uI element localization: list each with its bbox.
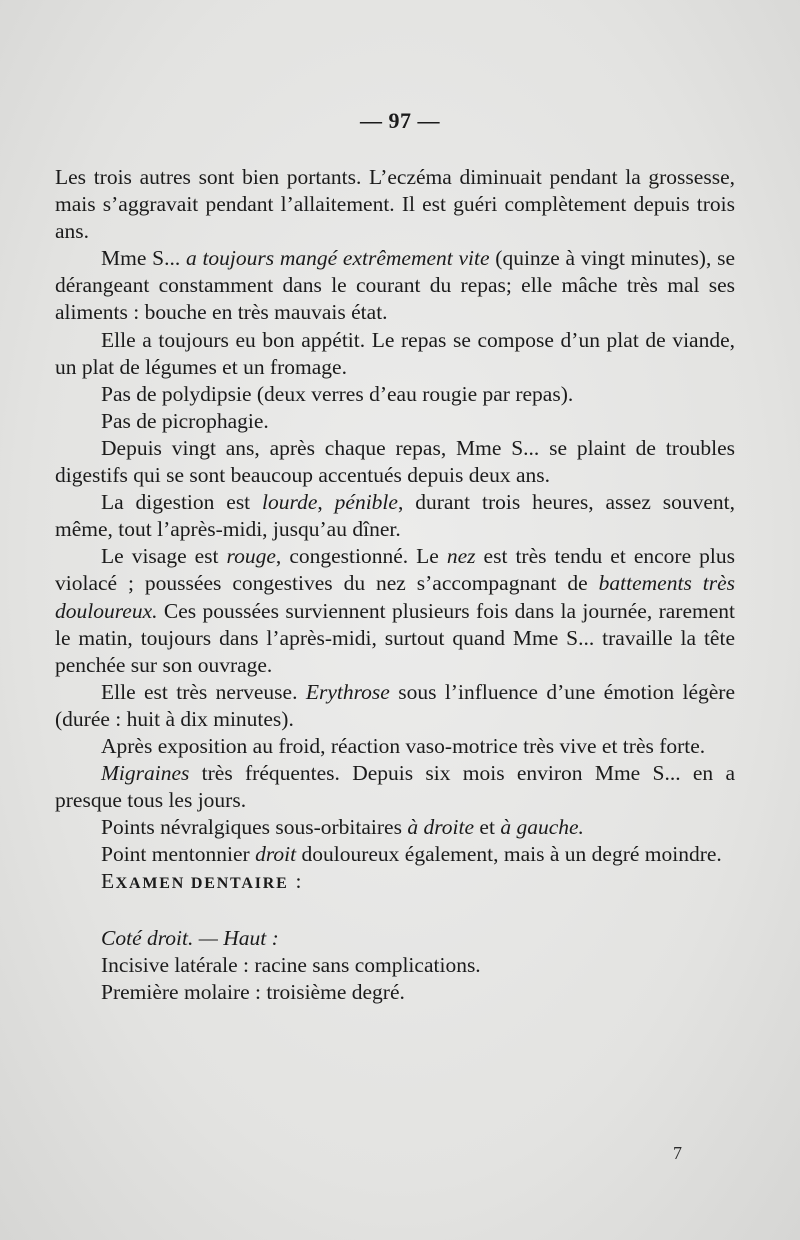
text-run: , durant trois heures, assez souvent, même, tout l’après-midi, jusqu’au dîner.: [55, 490, 736, 542]
paragraph-p13: [55, 841, 735, 868]
italic-phrase: a toujours mangé extrêmement vite: [185, 246, 490, 271]
text-run: est très tendu et encore plus violacé ; poussées congestives du nez s’accompagnant de: [55, 544, 735, 596]
italic-phrase: Erythrose: [305, 679, 390, 704]
paragraph-p2: [55, 245, 735, 326]
heading-rest: XAMEN DENTAIRE: [115, 875, 289, 893]
italic-phrase: nez: [446, 544, 476, 569]
paragraph-p1: [55, 164, 735, 245]
signature-mark: 7: [673, 1143, 682, 1163]
paragraph-list: [55, 164, 735, 868]
subsection-title: [55, 925, 735, 952]
heading-initial: E: [101, 869, 116, 894]
text-run: (quinze à vingt minutes), se dérangeant constamment dans le courant du repas; elle mâche très mal ses aliments : bouche en très mauvais état.: [55, 246, 735, 325]
italic-phrase: battements très douloureux.: [55, 571, 735, 623]
text-run: ,: [317, 490, 335, 515]
paragraph-p4: [55, 381, 735, 408]
text-run: Elle est très nerveuse.: [101, 679, 306, 704]
paragraph-p8: [55, 543, 735, 678]
paragraph-p9: [55, 679, 735, 733]
section-heading: [55, 868, 735, 897]
page-number: — 97 —: [360, 108, 440, 133]
text-run: Point mentonnier: [101, 842, 256, 867]
italic-phrase: Migraines: [101, 761, 190, 786]
italic-phrase: à gauche.: [500, 815, 584, 840]
paragraph-p6: [55, 435, 735, 489]
italic-phrase: lourde: [262, 490, 318, 515]
text-run: Les trois autres sont bien portants. L’eczéma diminuait pendant la grossesse, mais s’aggravait pendant l’allaitement. Il est guéri complètement depuis trois ans.: [55, 165, 735, 244]
paragraph-p3: [55, 327, 735, 381]
paragraph-p10: [55, 733, 735, 760]
text-run: Depuis vingt ans, après chaque repas, Mme S... se plaint de troubles digestifs qui se sont beaucoup accentués depuis deux ans.: [55, 435, 735, 488]
text-run: très fréquentes. Depuis six mois environ Mme S... en a presque tous les jours.: [55, 761, 735, 813]
text-run: Après exposition au froid, réaction vaso-motrice très vive et très forte.: [101, 733, 706, 758]
italic-phrase: à droite: [407, 815, 475, 840]
blank-line: [55, 898, 735, 925]
text-run: Le visage est: [101, 544, 227, 569]
body-text: [55, 164, 735, 1006]
tooth-item-2: Première molaire : troisième degré.: [101, 979, 405, 1004]
paragraph-p7: [55, 489, 735, 543]
italic-phrase: droit: [255, 842, 297, 867]
text-run: Elle a toujours eu bon appétit. Le repas se compose d’un plat de viande, un plat de légumes et un fromage.: [55, 327, 735, 379]
paragraph-p12: [55, 814, 735, 841]
text-run: La digestion est: [101, 490, 263, 515]
text-run: Pas de picrophagie.: [101, 408, 269, 433]
heading-suffix: :: [288, 869, 303, 894]
subsection-text: Coté droit. — Haut :: [101, 925, 279, 950]
text-run: Points névralgiques sous-orbitaires: [101, 815, 408, 840]
text-run: sous l’influence d’une émotion légère (durée : huit à dix minutes).: [55, 679, 736, 731]
italic-phrase: rouge: [226, 544, 276, 569]
text-run: douloureux également, mais à un degré moindre.: [296, 842, 722, 867]
paragraph-p5: [55, 408, 735, 435]
text-run: Pas de polydipsie (deux verres d’eau rougie par repas).: [101, 381, 574, 406]
paragraph-p11: [55, 760, 735, 814]
tooth-item-1: Incisive latérale : racine sans complications.: [101, 952, 481, 977]
text-run: , congestionné. Le: [275, 544, 447, 569]
italic-phrase: pénible: [334, 490, 398, 515]
text-run: et: [474, 815, 501, 840]
text-run: Ces poussées surviennent plusieurs fois dans la journée, rarement le matin, toujours dans l’après-midi, surtout quand Mme S... travaille la tête penchée sur son ouvrage.: [55, 598, 735, 677]
text-run: Mme S...: [101, 246, 186, 271]
